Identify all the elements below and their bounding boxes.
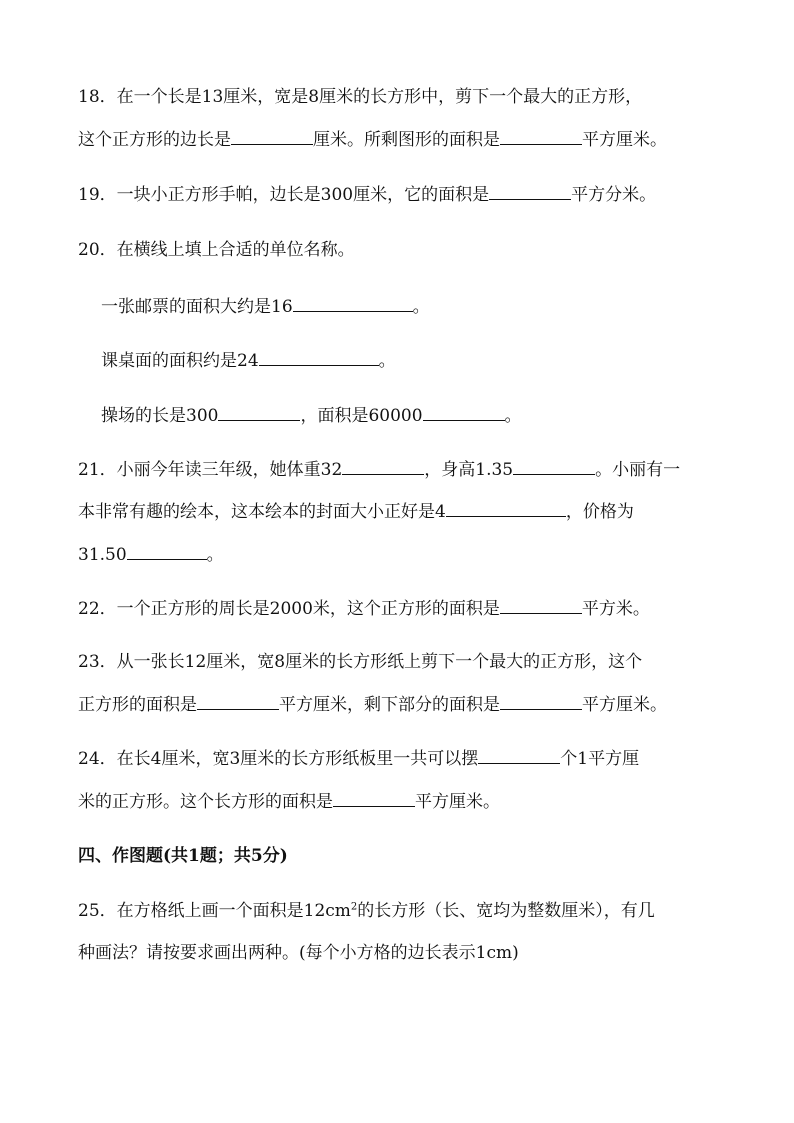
q25-b: 种画法？请按要求画出两种。(每个小方格的边长表示1cm) [78, 943, 519, 963]
q23-b-post: 平方厘米。 [582, 695, 667, 715]
q22-text-pre: 22．一个正方形的周长是2000米，这个正方形的面积是 [78, 599, 500, 619]
answer-blank[interactable] [333, 790, 415, 807]
q23-text: 23．从一张长12厘米，宽8厘米的长方形纸上剪下一个最大的正方形，这个 [78, 652, 643, 672]
q18-text: 18．在一个长是13厘米，宽是8厘米的长方形中，剪下一个最大的正方形， [78, 87, 643, 107]
q21-line2 [78, 500, 634, 523]
answer-blank[interactable] [500, 693, 582, 710]
q25-a-post: 的长方形（长、宽均为整数厘米），有几 [357, 901, 655, 921]
q22-line [78, 597, 650, 620]
q21-b-post: ，价格为 [565, 502, 634, 522]
q18-line1 [78, 86, 642, 108]
q20-l1-post: 。 [412, 297, 430, 317]
q20-l2-pre: 课桌面的面积约是24 [101, 351, 259, 371]
q20-l2-post: 。 [378, 351, 396, 371]
q21-b-pre: 本非常有趣的绘本，这本绘本的封面大小正好是4 [78, 502, 446, 522]
q18-text-mid: 厘米。所剩图形的面积是 [313, 130, 500, 150]
q20-text: 20．在横线上填上合适的单位名称。 [78, 240, 355, 260]
q22-text-post: 平方米。 [581, 599, 650, 619]
section-heading [78, 845, 288, 867]
q20-l3-post: 。 [504, 406, 522, 426]
q18-line2 [78, 128, 667, 151]
q25-line1 [78, 900, 655, 922]
answer-blank[interactable] [259, 349, 379, 366]
q20-l3-mid: ，面积是60000 [300, 406, 423, 426]
q24-line2 [78, 790, 500, 813]
answer-blank[interactable] [218, 404, 300, 421]
q20-title [78, 239, 355, 261]
section-4-title: 四、作图题(共1题；共5分) [78, 846, 288, 866]
answer-blank[interactable] [197, 693, 279, 710]
answer-blank[interactable] [500, 597, 582, 614]
q19-text-pre: 19．一块小正方形手帕，边长是300厘米，它的面积是 [78, 185, 490, 205]
q21-c-pre: 31.50 [78, 545, 127, 565]
q20-l1-pre: 一张邮票的面积大约是16 [101, 297, 293, 317]
q21-line3 [78, 543, 224, 566]
q24-line1 [78, 747, 639, 770]
answer-blank[interactable] [478, 747, 560, 764]
q19-line [78, 183, 656, 206]
q20-line1 [101, 295, 430, 318]
answer-blank[interactable] [293, 295, 413, 312]
q21-line1 [78, 458, 680, 481]
q23-b-pre: 正方形的面积是 [78, 695, 197, 715]
answer-blank[interactable] [231, 128, 313, 145]
q21-c-post: 。 [206, 545, 224, 565]
answer-blank[interactable] [489, 183, 571, 200]
q23-b-mid: 平方厘米，剩下部分的面积是 [279, 695, 500, 715]
answer-blank[interactable] [342, 458, 424, 475]
q21-a-post: 。小丽有一 [595, 460, 681, 480]
q18-text-post: 平方厘米。 [582, 130, 667, 150]
answer-blank[interactable] [423, 404, 505, 421]
q24-b-post: 平方厘米。 [415, 792, 500, 812]
q20-l3-pre: 操场的长是300 [101, 406, 219, 426]
q23-line1 [78, 651, 642, 673]
answer-blank[interactable] [500, 128, 582, 145]
answer-blank[interactable] [127, 543, 207, 560]
q24-b-pre: 米的正方形。这个长方形的面积是 [78, 792, 333, 812]
q25-superscript: 2 [350, 901, 358, 913]
q24-a-pre: 24．在长4厘米，宽3厘米的长方形纸板里一共可以摆 [78, 749, 479, 769]
answer-blank[interactable] [513, 458, 595, 475]
q25-a-pre: 25．在方格纸上画一个面积是12cm [78, 901, 351, 921]
q20-line2 [101, 349, 396, 372]
q21-a-mid: ，身高1.35 [424, 460, 514, 480]
q18-text-pre: 这个正方形的边长是 [78, 130, 231, 150]
q24-a-post: 个1平方厘 [560, 749, 640, 769]
q19-text-post: 平方分米。 [571, 185, 657, 205]
q25-line2 [78, 942, 519, 964]
q21-a-pre: 21．小丽今年读三年级，她体重32 [78, 460, 343, 480]
q20-line3 [101, 404, 522, 427]
answer-blank[interactable] [446, 500, 566, 517]
q23-line2 [78, 693, 667, 716]
